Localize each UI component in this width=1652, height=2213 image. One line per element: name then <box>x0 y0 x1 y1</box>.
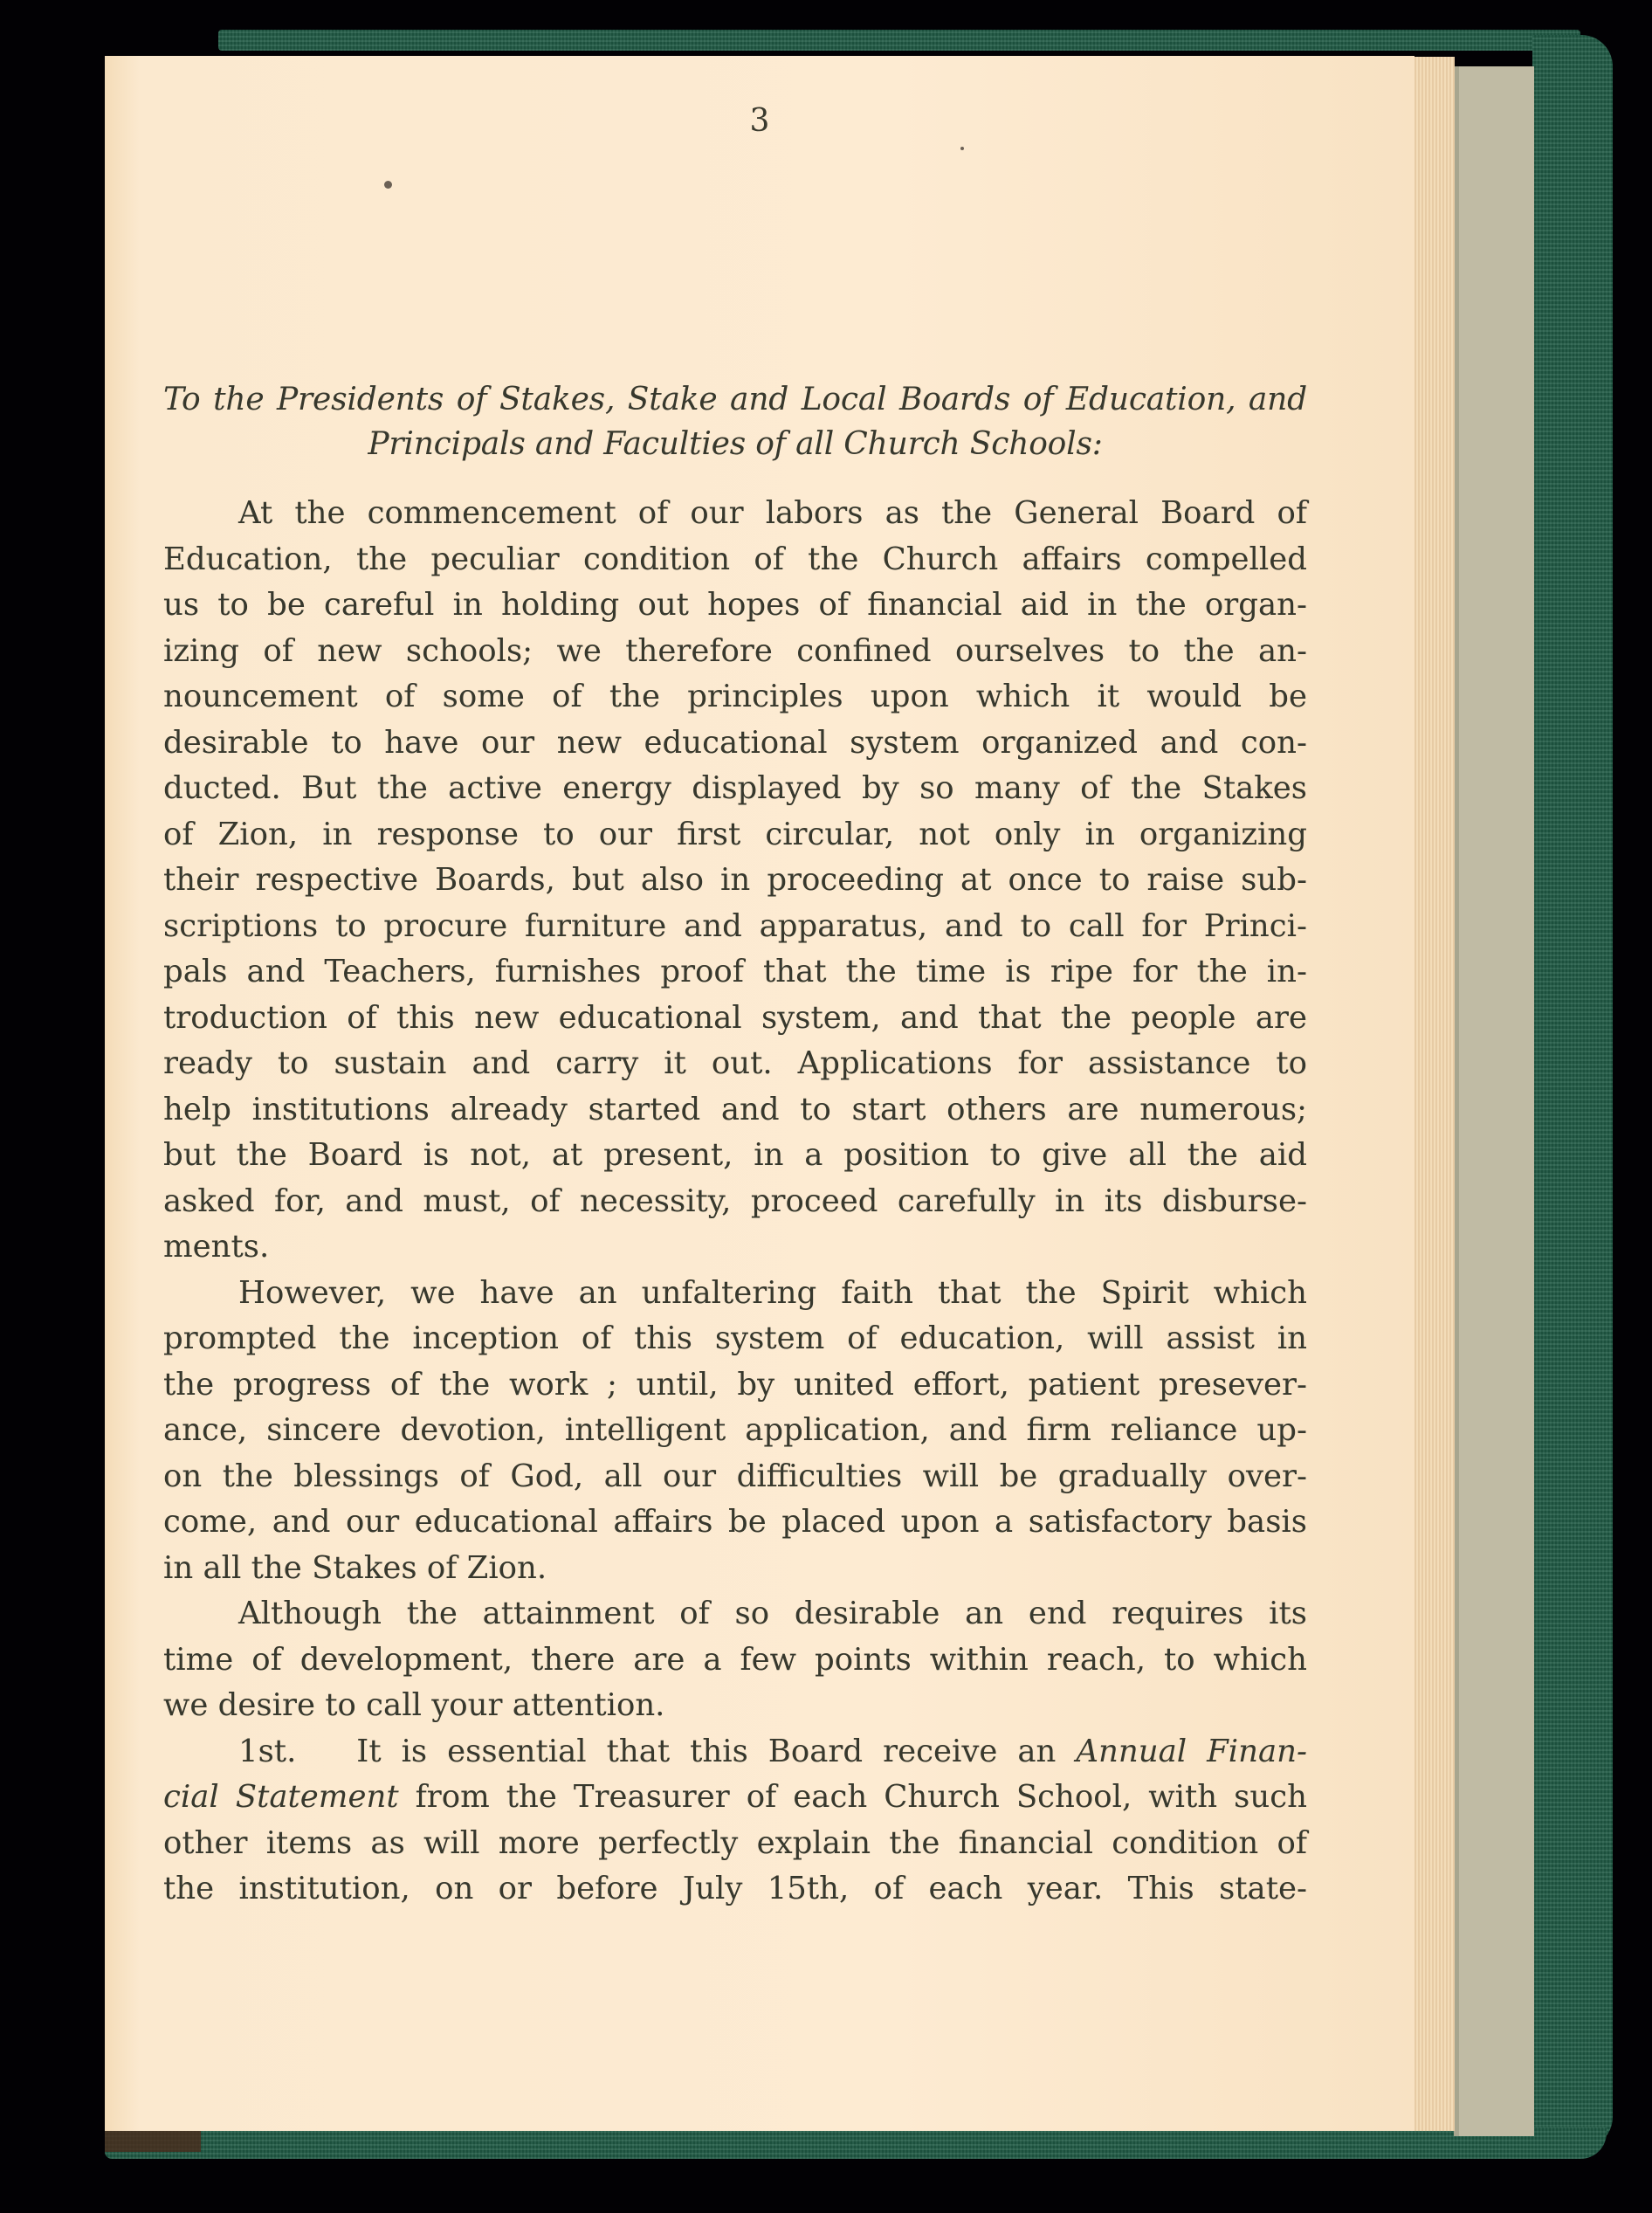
ink-speck <box>384 181 392 189</box>
salutation-line: To the Presidents of Stakes, Stake and Local Boards of Education, and <box>163 382 1307 417</box>
text-line: ready to sustain and carry it out. Applications for assistance to <box>163 1045 1307 1081</box>
text-line: prompted the inception of this system of education, will assist in <box>163 1320 1307 1356</box>
item-line <box>163 1775 1307 1821</box>
item-line: other items as will more perfectly explain the financial condition of <box>163 1824 1307 1861</box>
salutation-line: Principals and Faculties of all Church Schools: <box>368 426 1103 462</box>
text-line: us to be careful in holding out hopes of financial aid in the organ- <box>163 587 1307 623</box>
ink-speck <box>960 147 964 150</box>
page-number: 3 <box>749 103 770 139</box>
text-line: ance, sincere devotion, intelligent application, and firm reliance up- <box>163 1412 1307 1448</box>
text-line: we desire to call your attention. <box>163 1687 665 1723</box>
text-line: troduction of this new educational system, and that the people are <box>163 999 1307 1036</box>
text-line: their respective Boards, but also in proceeding at once to raise sub- <box>163 862 1307 898</box>
item-line <box>163 1729 1307 1775</box>
paragraph <box>163 491 1307 1271</box>
page-stack-edges <box>1413 57 1455 2131</box>
text-line: help institutions already started and to start others are numerous; <box>163 1091 1307 1127</box>
paragraph <box>163 1271 1307 1592</box>
paragraph <box>163 1591 1307 1729</box>
text-line: on the blessings of God, all our difficulties will be gradually over- <box>163 1458 1307 1494</box>
book-cover-top-edge <box>218 30 1580 51</box>
letter-body <box>163 377 1307 1913</box>
emphasis-text: Annual Finan- <box>1076 1733 1307 1769</box>
book-cover-right-edge <box>1532 35 1613 2148</box>
text-line: izing of new schools; we therefore confined ourselves to the an- <box>163 632 1307 669</box>
cover-wear-mark <box>105 2127 201 2152</box>
text-line: asked for, and must, of necessity, proceed carefully in its disburse- <box>163 1182 1307 1219</box>
numbered-item <box>163 1729 1307 1913</box>
salutation <box>163 377 1307 466</box>
text-line: scriptions to procure furniture and apparatus, and to call for Princi- <box>163 907 1307 944</box>
endpaper-board <box>1454 66 1534 2136</box>
item-line: the institution, on or before July 15th, of each year. This state- <box>163 1871 1307 1906</box>
emphasis-text: cial Statement <box>163 1779 399 1815</box>
text-line: However, we have an unfaltering faith that the Spirit which <box>238 1274 1307 1311</box>
text-line: but the Board is not, at present, in a position to give all the aid <box>163 1137 1307 1173</box>
text-line: pals and Teachers, furnishes proof that the time is ripe for the in- <box>163 954 1307 989</box>
text-line: in all the Stakes of Zion. <box>163 1549 547 1586</box>
text-line: desirable to have our new educational system organized and con- <box>163 724 1307 761</box>
item-text: from the Treasurer of each Church School, with such <box>398 1779 1307 1815</box>
text-line: Education, the peculiar condition of the Church affairs compelled <box>163 541 1307 577</box>
item-text: 1st. It is essential that this Board receive an <box>238 1733 1077 1769</box>
text-line: come, and our educational affairs be placed upon a satisfactory basis <box>163 1504 1307 1540</box>
text-line: At the commencement of our labors as the General Board of <box>238 495 1307 531</box>
text-line: time of development, there are a few points within reach, to which <box>163 1641 1307 1678</box>
text-line: ducted. But the active energy displayed by so many of the Stakes <box>163 770 1307 806</box>
text-line: Although the attainment of so desirable an end requires its <box>238 1596 1307 1631</box>
book-page <box>105 56 1415 2131</box>
book-cover-bottom-edge <box>105 2127 1607 2159</box>
text-line: ments. <box>163 1229 270 1265</box>
text-line: the progress of the work ; until, by united effort, patient presever- <box>163 1366 1307 1403</box>
text-line: nouncement of some of the principles upon which it would be <box>163 679 1307 714</box>
text-line: of Zion, in response to our first circular, not only in organizing <box>163 816 1307 852</box>
